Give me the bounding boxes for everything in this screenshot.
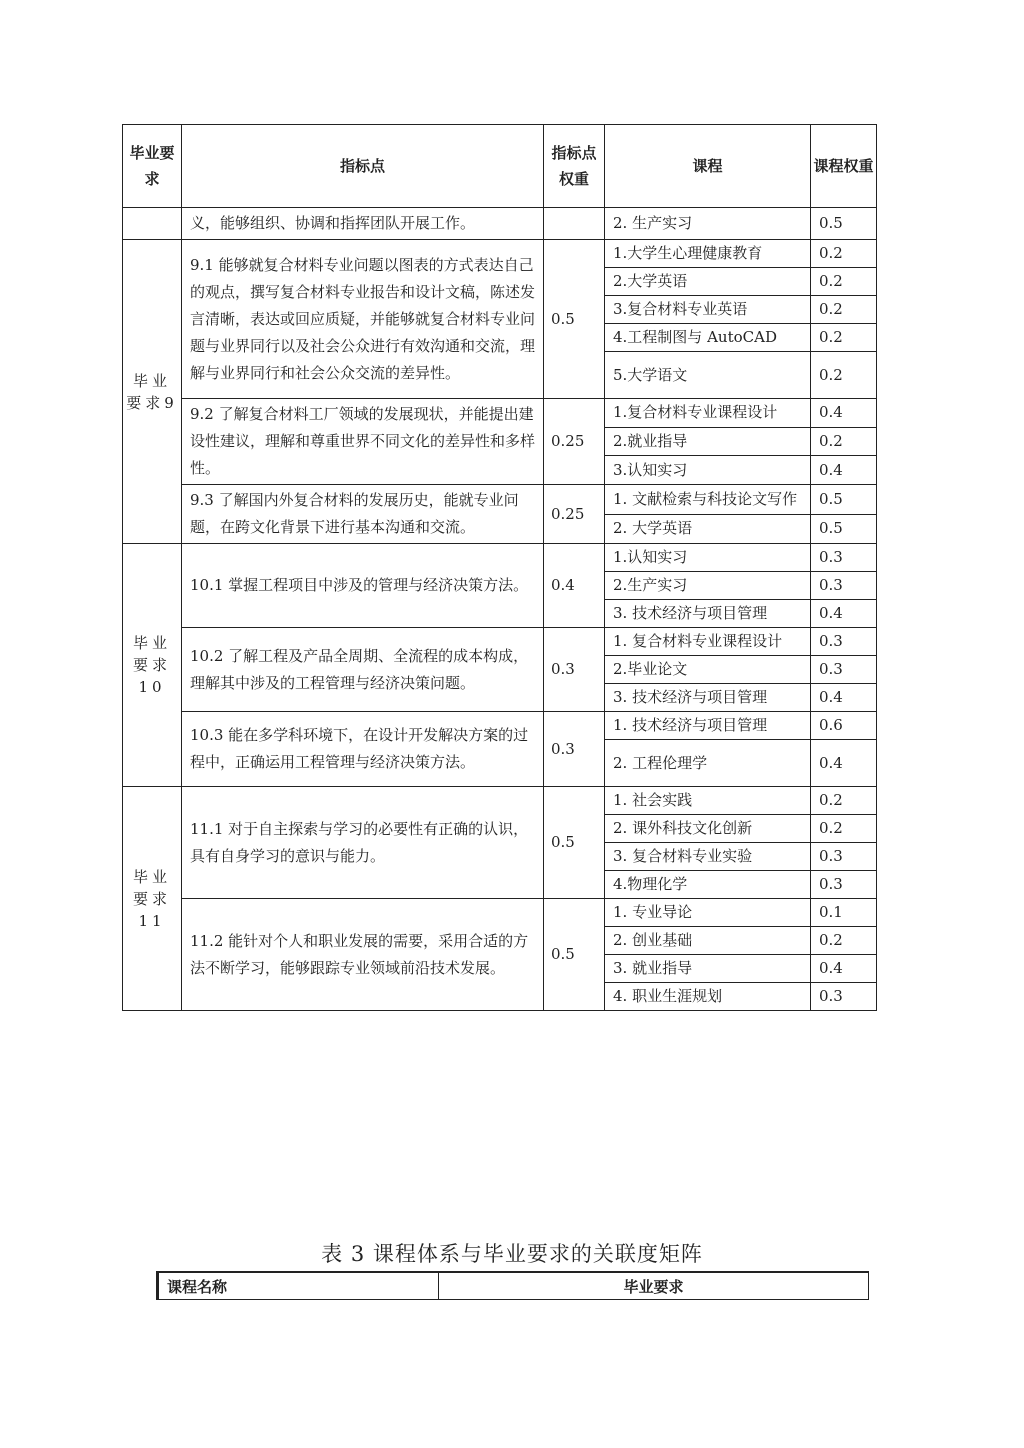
course-weight-cell: 0.5 (811, 485, 877, 515)
header-course: 课程 (605, 125, 811, 208)
requirement-label: 毕业要求11 (123, 787, 182, 1011)
course-weight-cell: 0.4 (811, 955, 877, 983)
course-weight-cell: 0.2 (811, 815, 877, 843)
course-weight-cell: 0.5 (811, 208, 877, 240)
indicator-weight-cell: 0.5 (544, 240, 605, 399)
header-requirement: 毕业要求 (123, 125, 182, 208)
table-row (123, 899, 877, 927)
header-indicator: 指标点 (182, 125, 544, 208)
indicator-cell: 10.3 能在多学科环境下，在设计开发解决方案的过程中，正确运用工程管理与经济决策方法。 (182, 712, 544, 787)
indicator-cell: 9.2 了解复合材料工厂领域的发展现状，并能提出建设性建议，理解和尊重世界不同文化的差异性和多样性。 (182, 399, 544, 485)
course-weight-cell: 0.1 (811, 899, 877, 927)
course-cell: 2. 工程伦理学 (605, 740, 811, 787)
course-weight-cell: 0.2 (811, 427, 877, 456)
course-cell: 4. 职业生涯规划 (605, 983, 811, 1011)
indicator-cell: 10.1 掌握工程项目中涉及的管理与经济决策方法。 (182, 544, 544, 628)
course-weight-cell: 0.3 (811, 572, 877, 600)
table-row (123, 485, 877, 515)
indicator-cell: 11.1 对于自主探索与学习的必要性有正确的认识，具有自身学习的意识与能力。 (182, 787, 544, 899)
course-weight-cell: 0.3 (811, 656, 877, 684)
course-weight-cell: 0.4 (811, 456, 877, 485)
course-weight-cell: 0.6 (811, 712, 877, 740)
course-cell: 1. 复合材料专业课程设计 (605, 628, 811, 656)
course-cell: 2. 大学英语 (605, 514, 811, 544)
requirement-label: 毕业要求10 (123, 544, 182, 787)
indicator-weight-cell: 0.5 (544, 787, 605, 899)
course-cell: 2. 生产实习 (605, 208, 811, 240)
header-course-weight: 课程权重 (811, 125, 877, 208)
indicator-weight-cell: 0.4 (544, 544, 605, 628)
course-weight-cell: 0.2 (811, 787, 877, 815)
table-header-row (158, 1272, 869, 1300)
requirement-label: 毕业要求9 (123, 240, 182, 544)
course-cell: 2.毕业论文 (605, 656, 811, 684)
course-weight-cell: 0.3 (811, 871, 877, 899)
table-row (123, 787, 877, 815)
course-cell: 3. 技术经济与项目管理 (605, 600, 811, 628)
table-row (123, 399, 877, 428)
course-weight-cell: 0.2 (811, 927, 877, 955)
table-row (123, 208, 877, 240)
course-weight-cell: 0.2 (811, 324, 877, 352)
indicator-cell: 9.3 了解国内外复合材料的发展历史，能就专业问题，在跨文化背景下进行基本沟通和交流。 (182, 485, 544, 544)
indicator-cell: 9.1 能够就复合材料专业问题以图表的方式表达自己的观点，撰写复合材料专业报告和设计文稿，陈述发言清晰，表达或回应质疑，并能够就复合材料专业问题与业界同行以及社会公众进行有效沟通和交流，理解与业界同行和社会公众交流的差异性。 (182, 240, 544, 399)
table-row (123, 240, 877, 268)
course-cell: 1. 文献检索与科技论文写作 (605, 485, 811, 515)
course-cell: 3.认知实习 (605, 456, 811, 485)
req-cell-empty (123, 208, 182, 240)
course-weight-cell: 0.2 (811, 268, 877, 296)
course-cell: 2.生产实习 (605, 572, 811, 600)
course-cell: 2.就业指导 (605, 427, 811, 456)
relation-matrix-table (156, 1271, 869, 1300)
indicator-cell: 义，能够组织、协调和指挥团队开展工作。 (182, 208, 544, 240)
header-indicator-weight: 指标点权重 (544, 125, 605, 208)
course-cell: 3. 复合材料专业实验 (605, 843, 811, 871)
course-weight-cell: 0.3 (811, 544, 877, 572)
course-cell: 2.大学英语 (605, 268, 811, 296)
indicator-weight-cell: 0.5 (544, 899, 605, 1011)
table-caption: 表 3 课程体系与毕业要求的关联度矩阵 (321, 1242, 703, 1266)
course-cell: 5.大学语文 (605, 352, 811, 399)
course-cell: 2. 课外科技文化创新 (605, 815, 811, 843)
course-weight-cell: 0.4 (811, 684, 877, 712)
course-cell: 1. 专业导论 (605, 899, 811, 927)
course-cell: 4.工程制图与 AutoCAD (605, 324, 811, 352)
table-header-row (123, 125, 877, 208)
course-weight-cell: 0.4 (811, 399, 877, 428)
course-weight-cell: 0.3 (811, 983, 877, 1011)
course-cell: 3. 技术经济与项目管理 (605, 684, 811, 712)
table-row (123, 628, 877, 656)
course-weight-cell: 0.3 (811, 843, 877, 871)
course-cell: 1.复合材料专业课程设计 (605, 399, 811, 428)
course-weight-cell: 0.2 (811, 296, 877, 324)
course-weight-cell: 0.3 (811, 628, 877, 656)
indicator-course-table (122, 124, 877, 1011)
header-course-name: 课程名称 (158, 1272, 439, 1300)
course-cell: 1.大学生心理健康教育 (605, 240, 811, 268)
indicator-weight-cell: 0.3 (544, 628, 605, 712)
course-cell: 1.认知实习 (605, 544, 811, 572)
course-cell: 3.复合材料专业英语 (605, 296, 811, 324)
course-weight-cell: 0.4 (811, 600, 877, 628)
indicator-weight-cell (544, 208, 605, 240)
course-weight-cell: 0.2 (811, 240, 877, 268)
course-cell: 3. 就业指导 (605, 955, 811, 983)
course-weight-cell: 0.4 (811, 740, 877, 787)
course-cell: 1. 技术经济与项目管理 (605, 712, 811, 740)
course-weight-cell: 0.2 (811, 352, 877, 399)
header-graduation-requirement: 毕业要求 (439, 1272, 869, 1300)
course-weight-cell: 0.5 (811, 514, 877, 544)
course-cell: 1. 社会实践 (605, 787, 811, 815)
table-row (123, 544, 877, 572)
table-row (123, 712, 877, 740)
indicator-weight-cell: 0.25 (544, 399, 605, 485)
indicator-cell: 11.2 能针对个人和职业发展的需要，采用合适的方法不断学习，能够跟踪专业领域前沿技术发展。 (182, 899, 544, 1011)
indicator-weight-cell: 0.25 (544, 485, 605, 544)
course-cell: 2. 创业基础 (605, 927, 811, 955)
course-cell: 4.物理化学 (605, 871, 811, 899)
indicator-cell: 10.2 了解工程及产品全周期、全流程的成本构成，理解其中涉及的工程管理与经济决策问题。 (182, 628, 544, 712)
indicator-weight-cell: 0.3 (544, 712, 605, 787)
